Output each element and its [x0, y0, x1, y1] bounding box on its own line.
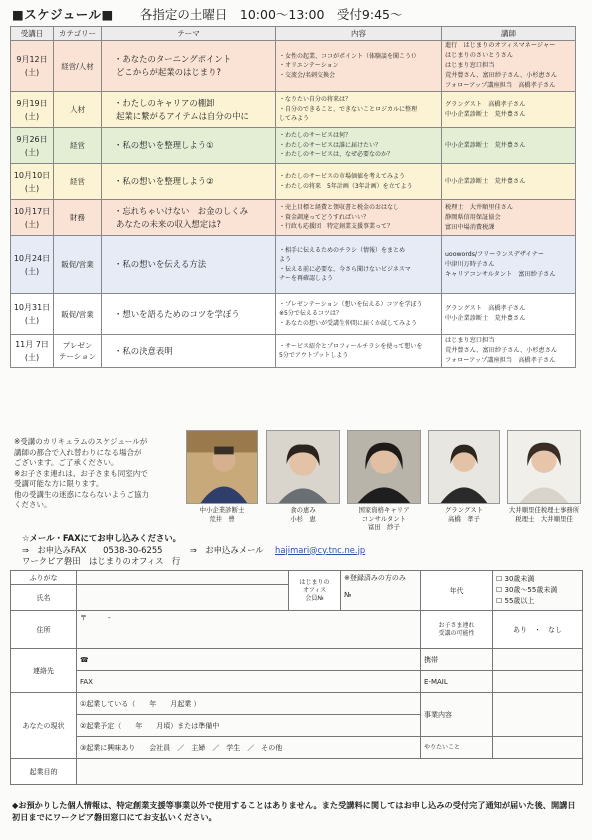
date-line: (土)	[24, 111, 40, 121]
purpose-label: 起業目的	[11, 759, 77, 785]
theme-line: ・私の想いを整理しよう②	[114, 176, 214, 186]
member-number-field[interactable]	[341, 571, 421, 611]
mobile-field[interactable]	[493, 649, 583, 671]
age-option[interactable]: ☐ 55歳以上	[496, 597, 535, 605]
theme-line: ・わたしのキャリアの棚卸	[114, 97, 215, 108]
schedule-row	[11, 335, 576, 368]
schedule-cell-category	[54, 294, 102, 335]
theme-line: ・忘れちゃいけない お金のしくみ	[114, 205, 248, 216]
business-field[interactable]	[493, 693, 583, 737]
schedule-cell-date	[11, 236, 54, 294]
lecturer-line: 中津川万時子さん	[445, 260, 495, 268]
schedule-cell-theme	[102, 164, 276, 200]
content-line: ・女性の起業、ココがポイント（体験談を聞こう!）	[279, 52, 420, 60]
category-line: 経営	[70, 141, 85, 150]
schedule-cell-category	[54, 128, 102, 164]
age-label: 年代	[421, 571, 493, 611]
lecturer-line: uoowords/フリーランスデザイナー	[445, 250, 545, 258]
content-line: してみよう	[279, 115, 310, 123]
schedule-cell-date	[11, 294, 54, 335]
contact-label: 連絡先	[11, 649, 77, 693]
col-header-date: 受講日	[11, 27, 54, 41]
schedule-row	[11, 200, 576, 236]
date-line: 10月24日	[13, 253, 51, 263]
schedule-cell-lecturer	[442, 128, 576, 164]
lecturer-line: 中小企業診断士 荒井豊さん	[445, 177, 526, 185]
fax-field[interactable]	[77, 671, 421, 693]
schedule-cell-category	[54, 41, 102, 92]
lecturer-line: 中小企業診断士 荒井豊さん	[445, 315, 526, 322]
schedule-cell-content	[276, 92, 442, 128]
date-line: (土)	[24, 266, 40, 276]
age-option[interactable]: ☐ 30歳未満	[496, 575, 535, 583]
content-line: ・オリエンテーション	[279, 62, 339, 70]
photo-caption-1: 中小企業診断士 荒井 豊	[199, 506, 245, 523]
schedule-cell-date	[11, 41, 54, 92]
schedule-row	[11, 128, 576, 164]
schedule-cell-theme	[102, 335, 276, 368]
lecturer-photo-5	[507, 430, 581, 504]
lecturer-line: フォローアップ講座担当 高橋孝子さん	[445, 82, 556, 89]
date-line: (土)	[24, 353, 40, 362]
lecturer-line: 中小企業診断士 荒井豊さん	[445, 141, 526, 149]
lecturer-photo-3	[347, 430, 421, 504]
content-line: ・資金調達ってどうすればいい？	[279, 213, 370, 221]
furigana-field[interactable]	[77, 571, 289, 585]
form-row-address	[11, 611, 583, 649]
schedule-cell-content	[276, 335, 442, 368]
email-label: E-MAIL	[421, 671, 493, 693]
schedule-cell-theme	[102, 294, 276, 335]
date-line: 10月10日	[13, 170, 51, 180]
note-line: 他の受講生の迷惑にならないようご協力	[14, 489, 149, 499]
schedule-row	[11, 164, 576, 200]
form-row-status-3	[11, 737, 583, 759]
mail-link[interactable]: hajimari@cy.tnc.ne.jp	[275, 544, 366, 555]
theme-line: あなたの未来の収入想定は?	[116, 218, 221, 229]
date-line: 10月31日	[13, 303, 51, 312]
schedule-cell-content	[276, 164, 442, 200]
content-line: ・伝える前に必要な、今さら聞けないビジネスマ	[279, 265, 411, 273]
schedule-row	[11, 92, 576, 128]
apply-contacts	[22, 545, 365, 557]
date-line: 10月17日	[13, 206, 51, 216]
content-line: 5分でアウトプットしよう	[279, 352, 349, 359]
schedule-cell-content	[276, 236, 442, 294]
content-line: ・サービス紹介とプロフィールチラシを使って想いを	[279, 342, 423, 350]
status-option-2[interactable]: ②起業予定（ 年 月頃）または準備中	[77, 715, 421, 737]
schedule-cell-category	[54, 92, 102, 128]
schedule-cell-theme	[102, 236, 276, 294]
photo-caption-5: 大井順里佳税理士事務所 税理士 大井順里佳	[508, 506, 580, 523]
content-line: ・わたしの将来 5年計画（3年計画）を立てよう	[279, 182, 413, 190]
content-line: ・売上目標と経費と領収書と税金のおはなし	[279, 204, 400, 212]
schedule-cell-content	[276, 294, 442, 335]
schedule-cell-category	[54, 164, 102, 200]
content-line: ・わたしのサービスは誰に届けたい？	[279, 141, 382, 149]
privacy-footer: ◆お預かりした個人情報は、特定創業支援等事業以外で使用することはありません。また受講料に関してはお申し込みの受付完了通知が届いた後、開講日初日までにワークピア磐田窓口にてお支払いください。	[12, 800, 576, 822]
note-line: 講師の都合で入れ替わりになる場合が	[14, 447, 142, 457]
schedule-header	[12, 6, 582, 22]
form-row-tel	[11, 649, 583, 671]
want-label: やりたいこと	[421, 737, 493, 759]
theme-line: ・私の想いを伝える方法	[114, 259, 207, 269]
content-line: ※5分で伝えるコツは？	[279, 310, 342, 318]
date-line: (土)	[24, 316, 40, 325]
lecturer-line: 税理士 大井順里佳さん	[445, 203, 514, 211]
address-field[interactable]	[77, 611, 421, 649]
schedule-row	[11, 236, 576, 294]
postal-prefix: 〒 -	[80, 614, 111, 622]
notes	[14, 437, 192, 511]
content-line: ・行政も応援団 特定創業支援事業って？	[279, 223, 394, 231]
schedule-cell-theme	[102, 200, 276, 236]
lecturer-line: キャリアコンサルタント 富田紗子さん	[445, 270, 556, 278]
theme-line: 起業に繋がるアイテムは自分の中に	[116, 110, 249, 121]
schedule-cell-lecturer	[442, 236, 576, 294]
apply-heading: ☆メール・FAXにてお申し込みください。	[22, 533, 182, 543]
age-options	[493, 571, 583, 611]
date-line: 9月19日	[16, 98, 48, 108]
date-line: (土)	[24, 68, 40, 77]
schedule-cell-category	[54, 236, 102, 294]
schedule-row	[11, 41, 576, 92]
photo-caption-2: 食の恵み 小杉 恵	[290, 506, 316, 523]
col-header-theme: テーマ	[102, 27, 276, 41]
category-line: 経営	[70, 177, 85, 186]
form-row-furigana	[11, 571, 583, 585]
content-line: ・プレゼンテーション（想いを伝える）コツを学ぼう	[279, 300, 423, 308]
date-line: 9月12日	[16, 55, 48, 64]
member-label: はじまりの オフィス 会員№	[289, 571, 341, 611]
schedule-time: 各指定の土曜日 10:00～13:00 受付9:45～	[139, 7, 403, 22]
application-info	[22, 533, 365, 568]
lecturer-line: フォローアップ講座担当 高橋孝子さん	[445, 357, 556, 364]
date-line: (土)	[24, 183, 40, 193]
col-header-category: カテゴリー	[54, 27, 102, 41]
date-line: 9月26日	[16, 134, 48, 144]
category-line: 人材	[70, 105, 85, 114]
lecturer-line: グラングスト 高橋孝子さん	[445, 305, 526, 312]
lecturer-line: はじまりのさいとうさん	[445, 52, 514, 59]
application-form	[10, 570, 583, 785]
schedule-cell-content	[276, 200, 442, 236]
category-line: 経営/人材	[61, 61, 94, 71]
form-row-purpose	[11, 759, 583, 785]
name-field[interactable]	[77, 585, 289, 611]
schedule-cell-content	[276, 128, 442, 164]
schedule-table	[10, 26, 576, 368]
address-label: 住所	[11, 611, 77, 649]
furigana-label: ふりがな	[11, 571, 77, 585]
name-label: 氏名	[11, 585, 77, 611]
status-option-1[interactable]: ①起業している（ 年 月起業 ）	[77, 693, 421, 715]
schedule-cell-category	[54, 335, 102, 368]
col-header-content: 内容	[276, 27, 442, 41]
category-line: プレゼン	[62, 341, 93, 350]
content-line: ・わたしのサービスは何？	[279, 132, 352, 140]
form-row-fax	[11, 671, 583, 693]
phone-icon: ☎	[80, 655, 89, 664]
fax-line: ⇒ お申込みFAX 0538-30-6255	[22, 544, 163, 555]
age-option[interactable]: ☐ 30歳～55歳未満	[496, 586, 558, 594]
schedule-cell-lecturer	[442, 200, 576, 236]
lecturer-line: 中小企業診断士 荒井豊さん	[445, 110, 526, 118]
theme-line: ・あなたのターニングポイント	[114, 54, 232, 64]
schedule-cell-theme	[102, 128, 276, 164]
child-options[interactable]: あり ・ なし	[493, 611, 583, 649]
schedule-cell-date	[11, 164, 54, 200]
form-row-status-1	[11, 693, 583, 715]
fax-label: FAX	[80, 677, 93, 686]
schedule-cell-lecturer	[442, 164, 576, 200]
schedule-cell-category	[54, 200, 102, 236]
schedule-row	[11, 294, 576, 335]
note-line: ください。	[14, 500, 52, 509]
content-line: よう	[279, 256, 292, 263]
lecturer-line: 進行 はじまりのオフィスマネージャー	[445, 42, 556, 49]
schedule-cell-date	[11, 335, 54, 368]
note-line: ※受講のカリキュラムのスケジュールが	[14, 437, 148, 446]
col-header-lecturer: 講師	[442, 27, 576, 41]
lecturer-line: はじまり窓口担当	[445, 62, 495, 69]
content-line: ・なりたい自分の将来は？	[279, 96, 352, 104]
member-no-prefix: №	[344, 591, 352, 599]
schedule-cell-date	[11, 92, 54, 128]
note-line: ございます。ご了承ください。	[14, 458, 119, 467]
date-line: 11月 7日	[15, 340, 49, 349]
date-line: (土)	[24, 219, 40, 229]
schedule-title: ■スケジュール■	[12, 7, 114, 22]
lecturer-line: グラングスト 高橋孝子さん	[445, 100, 526, 108]
lecturer-line: 富田中場消費税課	[445, 223, 495, 231]
content-line: ・わたしのサービスの市場価値を考えてみよう	[279, 173, 406, 180]
category-line: 販促/営業	[61, 309, 94, 319]
theme-line: ・私の想いを整理しよう①	[114, 140, 214, 150]
theme-line: ・私の決意表明	[114, 345, 173, 356]
lecturer-photo-2	[266, 430, 340, 504]
lecturer-line: はじまり窓口担当	[445, 337, 495, 344]
content-line: ・わたしのサービスは、なぜ必要なのか？	[279, 151, 394, 159]
want-field[interactable]	[493, 737, 583, 759]
schedule-header-row	[11, 27, 576, 41]
category-line: テーション	[58, 352, 97, 361]
schedule-cell-lecturer	[442, 335, 576, 368]
lecturer-photo-4	[428, 430, 500, 504]
lecturer-line: 荒井豊さん、富田紗子さん、小杉恵さん	[445, 347, 558, 354]
photo-caption-4: グラングスト 高橋 孝子	[444, 506, 484, 523]
content-line: ・相手に伝えるためのチラシ（情報）をまとめ	[279, 246, 406, 254]
purpose-field[interactable]	[77, 759, 583, 785]
schedule-cell-theme	[102, 92, 276, 128]
status-label: あなたの現状	[11, 693, 77, 759]
mail-label: ⇒ お申込みメール	[189, 544, 264, 555]
category-line: 販促/営業	[61, 260, 94, 269]
child-label: お子さま連れ 受講の可能性	[421, 611, 493, 649]
schedule-cell-lecturer	[442, 294, 576, 335]
lecturer-line: 静岡県信用保証協会	[445, 213, 501, 221]
category-line: 財務	[70, 213, 85, 222]
theme-line: どこからが起業のはじまり?	[116, 67, 221, 77]
schedule-cell-date	[11, 128, 54, 164]
schedule-cell-theme	[102, 41, 276, 92]
content-line: ナーを再確認しよう	[279, 275, 334, 282]
business-label: 事業内容	[421, 693, 493, 737]
member-note: ※登録済みの方のみ	[344, 574, 406, 582]
photo-caption-3: 国家資格キャリア コンサルタント 富田 紗子	[358, 506, 410, 531]
schedule-cell-lecturer	[442, 92, 576, 128]
theme-line: ・想いを語るためのコツを学ぼう	[114, 308, 240, 319]
content-line: ・交流会/名刺交換会	[279, 71, 336, 79]
mobile-label: 携帯	[421, 649, 493, 671]
note-line: ※お子さま連れは、お子さまも同室内で	[14, 468, 148, 478]
note-line: 受講可能な方に限ります。	[14, 479, 104, 488]
content-line: ・自分のできること、できないことロジカルに整理	[279, 105, 418, 113]
apply-destination: ワークピア磐田 はじまりのオフィス 行	[22, 556, 181, 566]
email-field[interactable]	[493, 671, 583, 693]
lecturer-photo-1	[186, 430, 258, 504]
tel-field[interactable]	[77, 649, 421, 671]
schedule-cell-date	[11, 200, 54, 236]
content-line: ・あなたの想いが受講生仲間に届くか試してみよう	[279, 319, 418, 327]
lecturer-line: 荒井豊さん、富田紗子さん、小杉恵さん	[445, 72, 558, 79]
status-option-3[interactable]: ③起業に興味あり 会社員 ／ 主婦 ／ 学生 ／ その他	[77, 737, 421, 759]
schedule-cell-lecturer	[442, 41, 576, 92]
schedule-cell-content	[276, 41, 442, 92]
date-line: (土)	[24, 147, 40, 157]
